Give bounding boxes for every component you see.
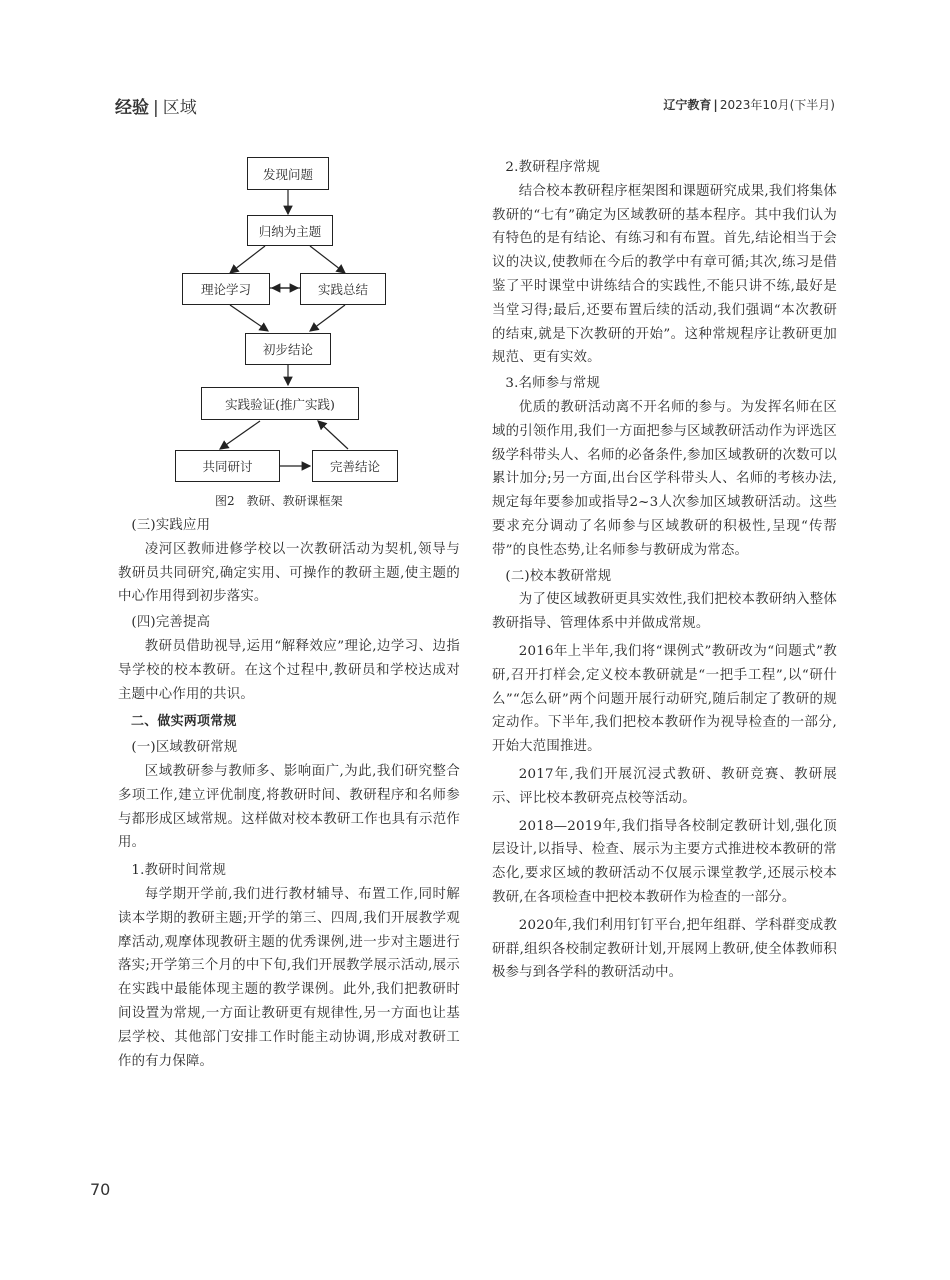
node-practice-summary: 实践总结 [300, 273, 386, 305]
column-brand: 经验 [115, 98, 149, 118]
heading-regional-routine: (一)区域教研常规 [131, 740, 238, 756]
paragraph: 2017年,我们开展沉浸式教研、教研竞赛、教研展示、评比校本教研亮点校等活动。 [492, 766, 837, 806]
node-summarize-theme: 归纳为主题 [247, 215, 333, 246]
node-discover: 发现问题 [247, 157, 329, 190]
heading-time-routine: 1.教研时间常规 [131, 863, 227, 879]
page-number: 70 [90, 1180, 111, 1199]
paragraph: 凌河区教师进修学校以一次教研活动为契机,领导与教研员共同研究,确定实用、可操作的教研主题,使主题的中心作用得到初步落实。 [118, 541, 460, 605]
node-perfect-conclusion: 完善结论 [312, 450, 398, 482]
flowchart-arrows [170, 155, 410, 495]
paragraph: 教研员借助视导,运用“解释效应”理论,边学习、边指导学校的校本教研。在这个过程中,教研员和学校达成对主题中心作用的共识。 [118, 638, 460, 702]
issue-date: 2023年10月(下半月) [719, 98, 835, 112]
arrow-theme-to-theory [230, 246, 265, 273]
arrow-theory-to-preliminary [230, 305, 268, 331]
left-column [118, 514, 460, 1073]
heading-practice-apply: (三)实践应用 [131, 518, 211, 533]
header-separator-right: | [713, 98, 718, 112]
arrow-perfect-to-verify [318, 421, 348, 449]
heading-perfect-improve: (四)完善提高 [131, 615, 211, 631]
paragraph: 区域教研参与教师多、影响面广,为此,我们研究整合多项工作,建立评优制度,将教研时间、教研程序和名师参与都形成区域常规。这样做对校本教研工作也具有示范作用。 [118, 763, 460, 851]
running-header-left [115, 93, 197, 118]
right-column [492, 156, 837, 985]
paragraph: 每学期开学前,我们进行教材辅导、布置工作,同时解读本学期的教研主题;开学的第三、四周,我们开展教学观摩活动,观摩体现教研主题的优秀课例,进一步对主题进行落实;开学第三个月的中下旬,我们开展教学展示活动,展示在实践中最能体现主题的教学课例。此外,我们把教研时间设置为常规,一方面让教研更有规律性,另一方面也让基层学校、其他部门安排工作时能主动协调,形成对教研工作的有力保障。 [118, 886, 460, 1069]
node-practice-verification: 实践验证(推广实践) [201, 387, 359, 420]
node-joint-research: 共同研讨 [175, 450, 280, 482]
heading-school-routine: (二)校本教研常规 [505, 568, 612, 584]
heading-famous-teacher-routine: 3.名师参与常规 [505, 376, 601, 392]
node-preliminary-conclusion: 初步结论 [245, 333, 331, 365]
paragraph: 为了使区域教研更具实效性,我们把校本教研纳入整体教研指导、管理体系中并做成常规。 [492, 592, 837, 632]
flowchart-figure [170, 155, 410, 495]
node-theory-study: 理论学习 [182, 273, 270, 305]
paragraph: 2020年,我们利用钉钉平台,把年组群、学科群变成教研群,组织各校制定教研计划,开展网上教研,使全体教师积极参与到各学科的教研活动中。 [492, 917, 837, 981]
arrow-summary-to-preliminary [310, 305, 345, 331]
paragraph: 优质的教研活动离不开名师的参与。为发挥名师在区域的引领作用,我们一方面把参与区域教研活动作为评选区级学科带头人、名师的必备条件,参加区域教研的次数可以累计加分;另一方面,出台区学科带头人、名师的考核办法,规定每年要参加或指导2~3人次参加区域教研活动。这些要求充分调动了名师参与区域教研的积极性,呈现“传帮带”的良性态势,让名师参与教研成为常态。 [492, 399, 837, 558]
heading-procedure-routine: 2.教研程序常规 [505, 160, 601, 175]
paragraph: 2018—2019年,我们指导各校制定教研计划,强化顶层设计,以指导、检查、展示为主要方式推进校本教研的常态化,要求区域的教研活动不仅展示课堂教学,还展示校本教研,在各项检查中把校本教研作为检查的一部分。 [492, 818, 837, 905]
arrow-theme-to-summary [310, 246, 345, 273]
paragraph: 2016年上半年,我们将“课例式”教研改为“问题式”教研,召开打样会,定义校本教研就是“一把手工程”,以“研什么”“怎么研”两个问题开展行动研究,随后制定了教研的规定动作。下半年,我们把校本教研作为视导检查的一部分,开始大范围推进。 [492, 643, 837, 755]
column-section: 区域 [162, 98, 197, 118]
paragraph: 结合校本教研程序框架图和课题研究成果,我们将集体教研的“七有”确定为区域教研的基本程序。其中我们认为有特色的是有结论、有练习和有布置。首先,结论相当于会议的决议,使教师在今后的教学中有章可循;其次,练习是借鉴了平时课堂中讲练结合的实践性,不能只讲不练,最好是当堂习得;最后,还要布置后续的活动,我们强调“本次教研的结束,就是下次教研的开始”。这种常规程序让教研更加规范、更有实效。 [492, 183, 837, 366]
header-separator: | [153, 98, 159, 118]
running-header-right [663, 96, 835, 113]
arrow-verify-to-joint [220, 421, 260, 449]
figure-caption: 图2 教研、教研课框架 [215, 494, 343, 508]
magazine-name: 辽宁教育 [663, 98, 712, 112]
section-heading: 二、做实两项常规 [131, 714, 237, 730]
